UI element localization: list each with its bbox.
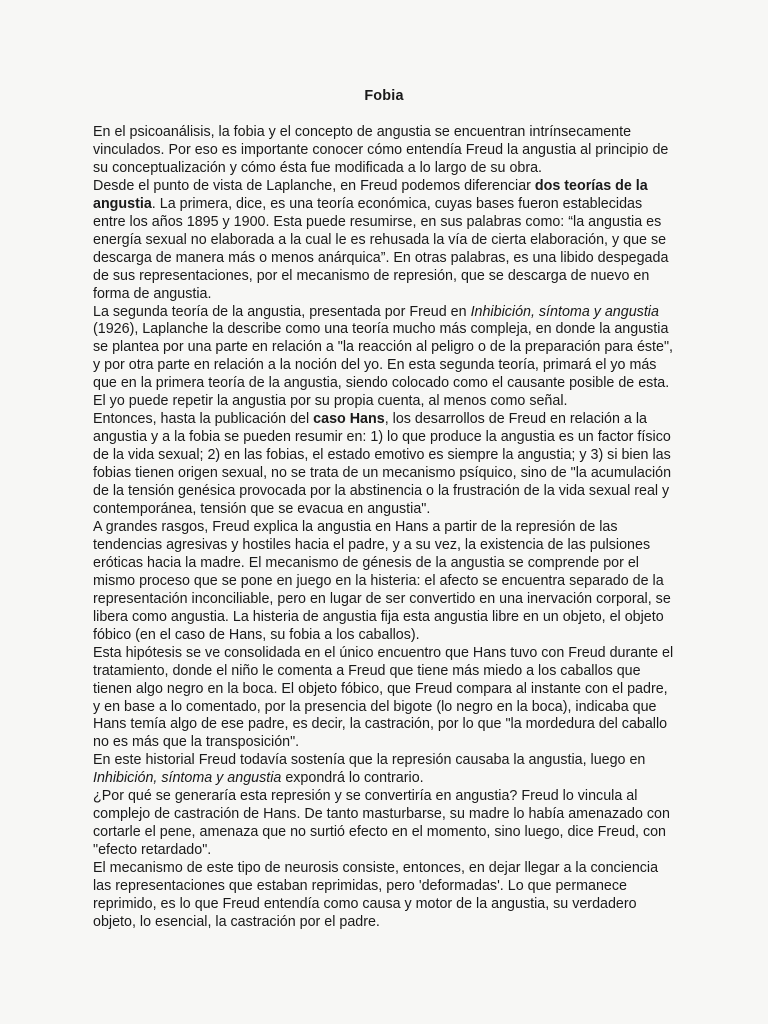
paragraph-text: En el psicoanálisis, la fobia y el concepto de angustia se encuentran intrínsecamente vinculados. Por eso es importante conocer cómo entendía Freud la angustia al principio de su conceptualización y cómo ésta fue modificada a lo largo de su obra. [93,124,669,176]
paragraph-text: A grandes rasgos, Freud explica la angustia en Hans a partir de la represión de las tendencias agresivas y hostiles hacia el padre, y a su vez, la existencia de las pulsiones eróticas hacia la madre. El mecanismo de génesis de la angustia se comprende por el mismo proceso que se pone en juego en la histeria: el afecto se encuentra separado de la representación inconciliable, pero en lugar de ser convertido en una inervación corporal, se libera como angustia. La histeria de angustia fija esta angustia libre en un objeto, el objeto fóbico (en el caso de Hans, su fobia a los caballos). [93,518,671,643]
paragraph [93,124,675,178]
document-body [93,124,675,932]
paragraph [93,645,675,753]
paragraph-text: (1926), Laplanche la describe como una teoría mucho más compleja, en donde la angustia se plantea por una parte en relación a "la reacción al peligro o de la preparación para éste", y por otra parte en relación a la noción del yo. En esta segunda teoría, primará el yo más que en la primera teoría de la angustia, siendo colocado como el causante posible de esta. El yo puede repetir la angustia por su propia cuenta, al menos como señal. [93,321,674,410]
paragraph-text: ¿Por qué se generaría esta represión y se convertiría en angustia? Freud lo vincula al complejo de castración de Hans. De tanto masturbarse, su madre lo había amenazado con cortarle el pene, amenaza que no surtió efecto en el momento, sino luego, dice Freud, con "efecto retardado". [93,788,670,859]
paragraph [93,304,675,412]
paragraph [93,178,675,304]
paragraph-text: Entonces, hasta la publicación del [93,411,314,428]
paragraph-text: Esta hipótesis se ve consolidada en el único encuentro que Hans tuvo con Freud durante el tratamiento, donde el niño le comenta a Freud que tiene más miedo a los caballos que tienen algo negro en la boca. El objeto fóbico, que Freud compara al instante con el padre, y en base a lo comentado, por la presencia del bigote (lo negro en la boca), indicaba que Hans temía algo de ese padre, es decir, la castración, por lo que "la mordedura del caballo no es más que la transposición". [93,644,674,751]
paragraph [93,788,675,860]
bold-text: dos teorías de la angustia [93,177,648,212]
paragraph [93,752,675,788]
paragraph-text: , los desarrollos de Freud en relación a la angustia y a la fobia se pueden resumir en: 1) lo que produce la angustia es un factor físico de la vida sexual; 2) en las fobias, el estado emotivo es siempre la angustia; y 3) si bien las fobias tienen origen sexual, no se trata de un mecanismo psíquico, sino de "la acumulación de la tensión genésica provocada por la abstinencia o la frustración de la vida sexual real y contemporánea, tensión que se evacua en angustia". [93,411,672,518]
italic-text: Inhibición, síntoma y angustia [93,770,282,787]
paragraph-text: En este historial Freud todavía sostenía que la represión causaba la angustia, luego en [93,752,646,769]
paragraph [93,519,675,645]
paragraph [93,860,675,932]
bold-text: caso Hans [313,411,385,428]
document-title: Fobia [364,88,404,104]
paragraph-text: El mecanismo de este tipo de neurosis consiste, entonces, en dejar llegar a la conciencia las representaciones que estaban reprimidas, pero 'deformadas'. Lo que permanece reprimido, es lo que Freud entendía como causa y motor de la angustia, su verdadero objeto, lo esencial, la castración por el padre. [93,860,659,930]
italic-text: Inhibición, síntoma y angustia [470,303,659,320]
paragraph-text: La segunda teoría de la angustia, presentada por Freud en [93,303,471,320]
paragraph-text: expondrá lo contrario. [281,770,424,787]
paragraph-text: . La primera, dice, es una teoría económica, cuyas bases fueron establecidas entre los años 1895 y 1900. Esta puede resumirse, en sus palabras como: “la angustia es energía sexual no elaborada a la cual le es rehusada la vía de cierta elaboración, y que se descarga de manera más o menos anárquica”. En otras palabras, es una libido despegada de sus representaciones, por el mecanismo de represión, que se descarga de nuevo en forma de angustia. [93,195,669,302]
paragraph-text: Desde el punto de vista de Laplanche, en Freud podemos diferenciar [93,177,535,194]
paragraph [93,411,675,519]
